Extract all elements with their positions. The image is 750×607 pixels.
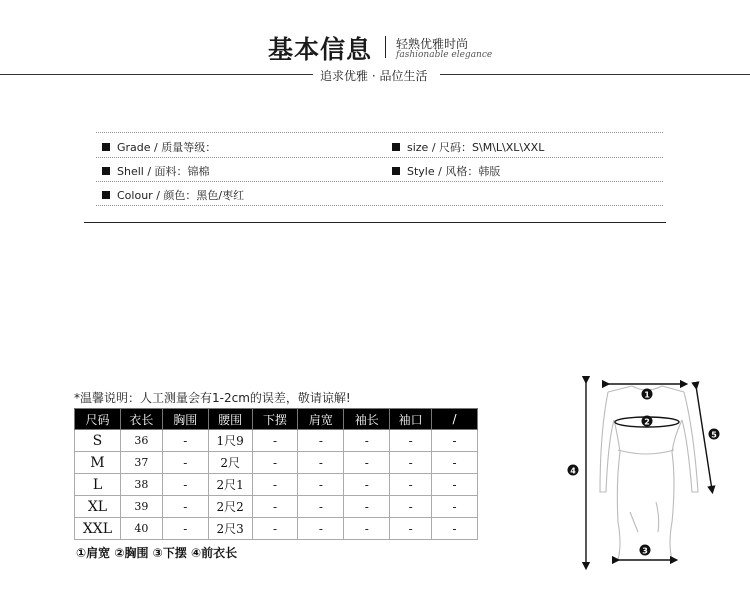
- subtitle-en: fashionable elegance: [396, 50, 493, 60]
- table-cell: -: [432, 452, 478, 474]
- table-cell: -: [390, 496, 432, 518]
- table-cell: 1尺9: [208, 430, 252, 452]
- info-size: [392, 139, 544, 155]
- table-cell: -: [344, 518, 390, 540]
- table-cell: 39: [120, 496, 162, 518]
- marker-2: 2: [644, 417, 650, 427]
- info-style: [392, 163, 500, 179]
- header-rule-left: [0, 74, 313, 75]
- info-grade-text: Grade / 质量等级：: [117, 141, 217, 154]
- info-shell-text: Shell / 面料：锦棉: [117, 165, 210, 178]
- measurement-legend: ①肩宽 ②胸围 ③下摆 ④前衣长: [76, 546, 238, 560]
- table-cell: -: [162, 474, 208, 496]
- table-cell: -: [252, 518, 298, 540]
- header-cell: /: [432, 409, 478, 430]
- table-cell: -: [162, 430, 208, 452]
- table-cell: 37: [120, 452, 162, 474]
- subtitle-cn: 轻熟优雅时尚: [396, 37, 469, 51]
- table-cell: -: [162, 452, 208, 474]
- table-cell: -: [390, 474, 432, 496]
- table-cell: -: [390, 518, 432, 540]
- header-rule-right: [440, 74, 750, 75]
- size-cell: XL: [75, 496, 121, 518]
- table-row: [75, 518, 478, 540]
- table-cell: -: [432, 518, 478, 540]
- size-cell: M: [75, 452, 121, 474]
- table-cell: 2尺1: [208, 474, 252, 496]
- table-row: [75, 430, 478, 452]
- slogan: 追求优雅 · 品位生活: [320, 69, 428, 83]
- marker-1: 1: [644, 390, 650, 400]
- header-cell: 腰围: [208, 409, 252, 430]
- table-cell: -: [344, 452, 390, 474]
- info-style-text: Style / 风格：韩版: [407, 165, 501, 178]
- header-cell: 胸围: [162, 409, 208, 430]
- marker-3: 3: [642, 546, 648, 556]
- info-bottom-rule: [84, 222, 666, 223]
- size-cell: L: [75, 474, 121, 496]
- bullet-square-icon: [102, 167, 110, 175]
- dress-measurement-figure: [560, 372, 730, 572]
- table-cell: -: [432, 496, 478, 518]
- table-cell: 36: [120, 430, 162, 452]
- info-row: [96, 182, 663, 206]
- header-cell: 袖长: [344, 409, 390, 430]
- table-cell: -: [344, 430, 390, 452]
- table-cell: -: [344, 474, 390, 496]
- dress-outline: [600, 386, 698, 560]
- info-top-rule: [96, 132, 663, 133]
- table-cell: -: [432, 430, 478, 452]
- page-title: 基本信息: [268, 35, 373, 64]
- table-cell: -: [252, 430, 298, 452]
- table-cell: -: [390, 452, 432, 474]
- bullet-square-icon: [102, 143, 110, 151]
- table-cell: -: [162, 496, 208, 518]
- table-cell: 2尺2: [208, 496, 252, 518]
- bullet-square-icon: [392, 143, 400, 151]
- table-cell: 2尺: [208, 452, 252, 474]
- measurement-note: *温馨说明：人工测量会有1-2cm的误差，敬请谅解!: [74, 391, 351, 405]
- info-colour-text: Colour / 颜色：黑色/枣红: [117, 189, 245, 202]
- size-cell: XXL: [75, 518, 121, 540]
- size-table: [74, 408, 478, 540]
- marker-5: 5: [711, 430, 717, 440]
- table-cell: -: [390, 430, 432, 452]
- header-cell: 衣长: [120, 409, 162, 430]
- table-cell: -: [252, 496, 298, 518]
- table-cell: -: [344, 496, 390, 518]
- table-row: [75, 496, 478, 518]
- info-size-text: size / 尺码：S\M\L\XL\XXL: [407, 141, 545, 154]
- table-cell: -: [432, 474, 478, 496]
- table-cell: -: [252, 474, 298, 496]
- table-cell: -: [298, 474, 344, 496]
- table-cell: -: [162, 518, 208, 540]
- size-cell: S: [75, 430, 121, 452]
- header-cell: 肩宽: [298, 409, 344, 430]
- table-cell: -: [298, 452, 344, 474]
- table-cell: 38: [120, 474, 162, 496]
- table-cell: -: [298, 518, 344, 540]
- table-cell: -: [298, 430, 344, 452]
- table-cell: 40: [120, 518, 162, 540]
- info-colour: [102, 187, 244, 203]
- info-shell: [102, 163, 210, 179]
- header-cell: 袖口: [390, 409, 432, 430]
- table-cell: -: [298, 496, 344, 518]
- table-cell: 2尺3: [208, 518, 252, 540]
- info-row: [96, 134, 663, 158]
- table-row: [75, 474, 478, 496]
- size-table-header: [75, 409, 478, 430]
- bullet-square-icon: [102, 191, 110, 199]
- title-divider: [385, 36, 386, 58]
- bullet-square-icon: [392, 167, 400, 175]
- info-row: [96, 158, 663, 182]
- table-row: [75, 452, 478, 474]
- info-grade: [102, 139, 216, 155]
- header-cell: 尺码: [75, 409, 121, 430]
- table-cell: -: [252, 452, 298, 474]
- header-cell: 下摆: [252, 409, 298, 430]
- marker-4: 4: [570, 466, 576, 476]
